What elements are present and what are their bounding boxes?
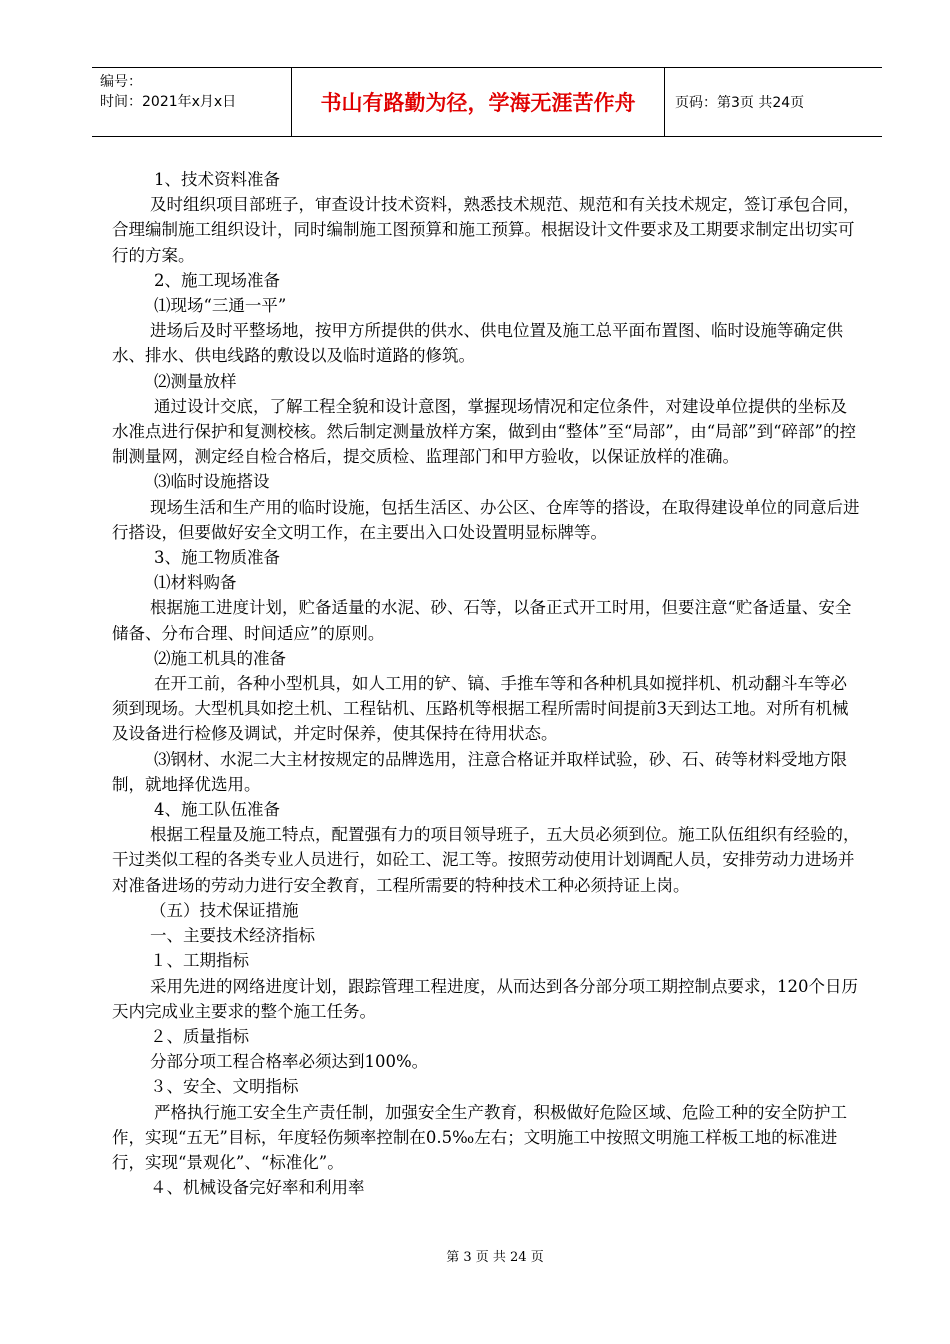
paragraph: 3、施工物质准备 bbox=[154, 548, 280, 568]
paragraph: ３、安全、文明指标 bbox=[150, 1077, 299, 1097]
paragraph: 严格执行施工安全生产责任制，加强安全生产教育，积极做好危险区域、危险工种的安全防护工作，实现“五无”目标，年度轻伤频率控制在0.5‰左右；文明施工中按照文明施工样板工地的标准进行，实现“景观化”、“标准化”。 bbox=[112, 1102, 847, 1172]
paragraph: 采用先进的网络进度计划，跟踪管理工程进度，从而达到各分部分项工期控制点要求，120个日历天内完成业主要求的整个施工任务。 bbox=[112, 976, 858, 1021]
paragraph: ⑴材料购备 bbox=[154, 573, 237, 593]
paragraph: 在开工前，各种小型机具，如人工用的铲、镐、手推车等和各种机具如搅拌机、机动翻斗车等必须到现场。大型机具如挖土机、工程钻机、压路机等根据工程所需时间提前3天到达工地。对所有机械及设备进行检修及调试，并定时保养，使其保持在待用状态。 bbox=[112, 674, 849, 744]
paragraph: ⑶钢材、水泥二大主材按规定的品牌选用，注意合格证并取样试验，砂、石、砖等材料受地方限制，就地择优选用。 bbox=[112, 749, 847, 794]
paragraph: １、工期指标 bbox=[150, 951, 249, 971]
page-footer: 第 3 页 共 24 页 bbox=[446, 1250, 544, 1265]
paragraph: 及时组织项目部班子，审查设计技术资料，熟悉技术规范、规范和有关技术规定，签订承包合同，合理编制施工组织设计，同时编制施工图预算和施工预算。根据设计文件要求及工期要求制定出切实可行的方案。 bbox=[112, 195, 860, 265]
paragraph: ２、质量指标 bbox=[150, 1026, 249, 1046]
paragraph: 2、施工现场准备 bbox=[154, 270, 280, 290]
paragraph: 4、施工队伍准备 bbox=[154, 800, 280, 820]
paragraph: 根据工程量及施工特点，配置强有力的项目领导班子，五大员必须到位。施工队伍组织有经验的，干过类似工程的各类专业人员进行，如砼工、泥工等。按照劳动使用计划调配人员，安排劳动力进场并对准备进场的劳动力进行安全教育，工程所需要的特种技术工种必须持证上岗。 bbox=[112, 825, 860, 895]
paragraph: 根据施工进度计划，贮备适量的水泥、砂、石等，以备正式开工时用，但要注意“贮备适量、安全储备、分布合理、时间适应”的原则。 bbox=[112, 598, 852, 643]
paragraph: （五）技术保证措施 bbox=[150, 900, 299, 920]
time-label: 时间：2021年x月x日 bbox=[100, 94, 237, 110]
paragraph: 现场生活和生产用的临时设施，包括生活区、办公区、仓库等的搭设，在取得建设单位的同意后进行搭设，但要做好安全文明工作，在主要出入口处设置明显标牌等。 bbox=[112, 497, 860, 542]
page-header bbox=[92, 67, 882, 137]
paragraph: ⑵测量放样 bbox=[154, 371, 237, 391]
number-label: 编号： bbox=[100, 74, 142, 90]
paragraph: ⑵施工机具的准备 bbox=[154, 648, 286, 668]
paragraph: 分部分项工程合格率必须达到100%。 bbox=[150, 1052, 429, 1072]
document-body bbox=[112, 167, 860, 1200]
paragraph: 进场后及时平整场地，按甲方所提供的供水、供电位置及施工总平面布置图、临时设施等确定供水、排水、供电线路的敷设以及临时道路的修筑。 bbox=[112, 321, 843, 366]
header-meta bbox=[92, 68, 292, 136]
paragraph: ⑴现场“三通一平” bbox=[154, 296, 287, 316]
paragraph: ⑶临时设施搭设 bbox=[154, 472, 270, 492]
paragraph: ４、机械设备完好率和利用率 bbox=[150, 1178, 365, 1198]
header-page-info: 页码：第3页 共24页 bbox=[675, 95, 805, 111]
header-slogan: 书山有路勤为径，学海无涯苦作舟 bbox=[292, 68, 665, 136]
paragraph: 1、技术资料准备 bbox=[154, 170, 280, 189]
paragraph: 通过设计交底，了解工程全貌和设计意图，掌握现场情况和定位条件，对建设单位提供的坐标及水准点进行保护和复测校核。然后制定测量放样方案，做到由“整体”至“局部”，由“局部”到“碎部”的控制测量网，测定经自检合格后，提交质检、监理部门和甲方验收，以保证放样的准确。 bbox=[112, 396, 856, 467]
paragraph: 一、主要技术经济指标 bbox=[150, 926, 315, 946]
